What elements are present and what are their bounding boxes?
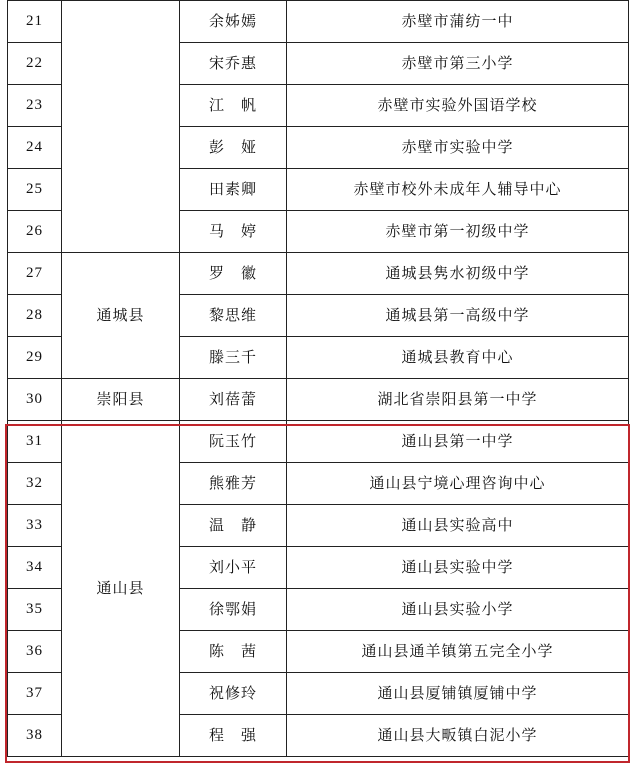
- school-cell: 湖北省崇阳县第一中学: [287, 379, 629, 421]
- row-number-cell: 30: [8, 379, 62, 421]
- name-cell: 江 帆: [180, 85, 287, 127]
- county-cell: [62, 1, 180, 253]
- roster-body: [8, 1, 629, 757]
- row-number-cell: 37: [8, 673, 62, 715]
- name-cell: 刘小平: [180, 547, 287, 589]
- row-number-cell: 22: [8, 43, 62, 85]
- name-cell: 阮玉竹: [180, 421, 287, 463]
- school-cell: 赤壁市校外未成年人辅导中心: [287, 169, 629, 211]
- school-cell: 通山县厦铺镇厦铺中学: [287, 673, 629, 715]
- name-cell: 熊雅芳: [180, 463, 287, 505]
- school-cell: 赤壁市蒲纺一中: [287, 1, 629, 43]
- school-cell: 通城县隽水初级中学: [287, 253, 629, 295]
- row-number-cell: 35: [8, 589, 62, 631]
- name-cell: 徐鄂娟: [180, 589, 287, 631]
- school-cell: 赤壁市第三小学: [287, 43, 629, 85]
- row-number-cell: 34: [8, 547, 62, 589]
- table-row: [8, 379, 629, 421]
- county-cell: 通山县: [62, 421, 180, 757]
- name-cell: 黎思维: [180, 295, 287, 337]
- row-number-cell: 26: [8, 211, 62, 253]
- row-number-cell: 38: [8, 715, 62, 757]
- name-cell: 程 强: [180, 715, 287, 757]
- school-cell: 通城县第一高级中学: [287, 295, 629, 337]
- name-cell: 宋乔惠: [180, 43, 287, 85]
- name-cell: 温 静: [180, 505, 287, 547]
- row-number-cell: 23: [8, 85, 62, 127]
- name-cell: 祝修玲: [180, 673, 287, 715]
- table-row: [8, 421, 629, 463]
- name-cell: 陈 茜: [180, 631, 287, 673]
- school-cell: 通山县实验高中: [287, 505, 629, 547]
- row-number-cell: 36: [8, 631, 62, 673]
- table-row: [8, 1, 629, 43]
- school-cell: 赤壁市实验外国语学校: [287, 85, 629, 127]
- county-cell: 通城县: [62, 253, 180, 379]
- row-number-cell: 25: [8, 169, 62, 211]
- school-cell: 通城县教育中心: [287, 337, 629, 379]
- name-cell: 滕三千: [180, 337, 287, 379]
- name-cell: 刘蓓蕾: [180, 379, 287, 421]
- school-cell: 通山县宁境心理咨询中心: [287, 463, 629, 505]
- name-cell: 田素卿: [180, 169, 287, 211]
- row-number-cell: 24: [8, 127, 62, 169]
- school-cell: 通山县第一中学: [287, 421, 629, 463]
- row-number-cell: 28: [8, 295, 62, 337]
- school-cell: 通山县实验中学: [287, 547, 629, 589]
- row-number-cell: 31: [8, 421, 62, 463]
- name-cell: 彭 娅: [180, 127, 287, 169]
- school-cell: 通山县实验小学: [287, 589, 629, 631]
- school-cell: 赤壁市第一初级中学: [287, 211, 629, 253]
- school-cell: 通山县大畈镇白泥小学: [287, 715, 629, 757]
- name-cell: 余姊嫣: [180, 1, 287, 43]
- name-cell: 罗 徽: [180, 253, 287, 295]
- county-cell: 崇阳县: [62, 379, 180, 421]
- school-cell: 赤壁市实验中学: [287, 127, 629, 169]
- roster-table: [7, 0, 629, 757]
- row-number-cell: 33: [8, 505, 62, 547]
- name-cell: 马 婷: [180, 211, 287, 253]
- table-row: [8, 253, 629, 295]
- row-number-cell: 21: [8, 1, 62, 43]
- row-number-cell: 29: [8, 337, 62, 379]
- row-number-cell: 32: [8, 463, 62, 505]
- row-number-cell: 27: [8, 253, 62, 295]
- school-cell: 通山县通羊镇第五完全小学: [287, 631, 629, 673]
